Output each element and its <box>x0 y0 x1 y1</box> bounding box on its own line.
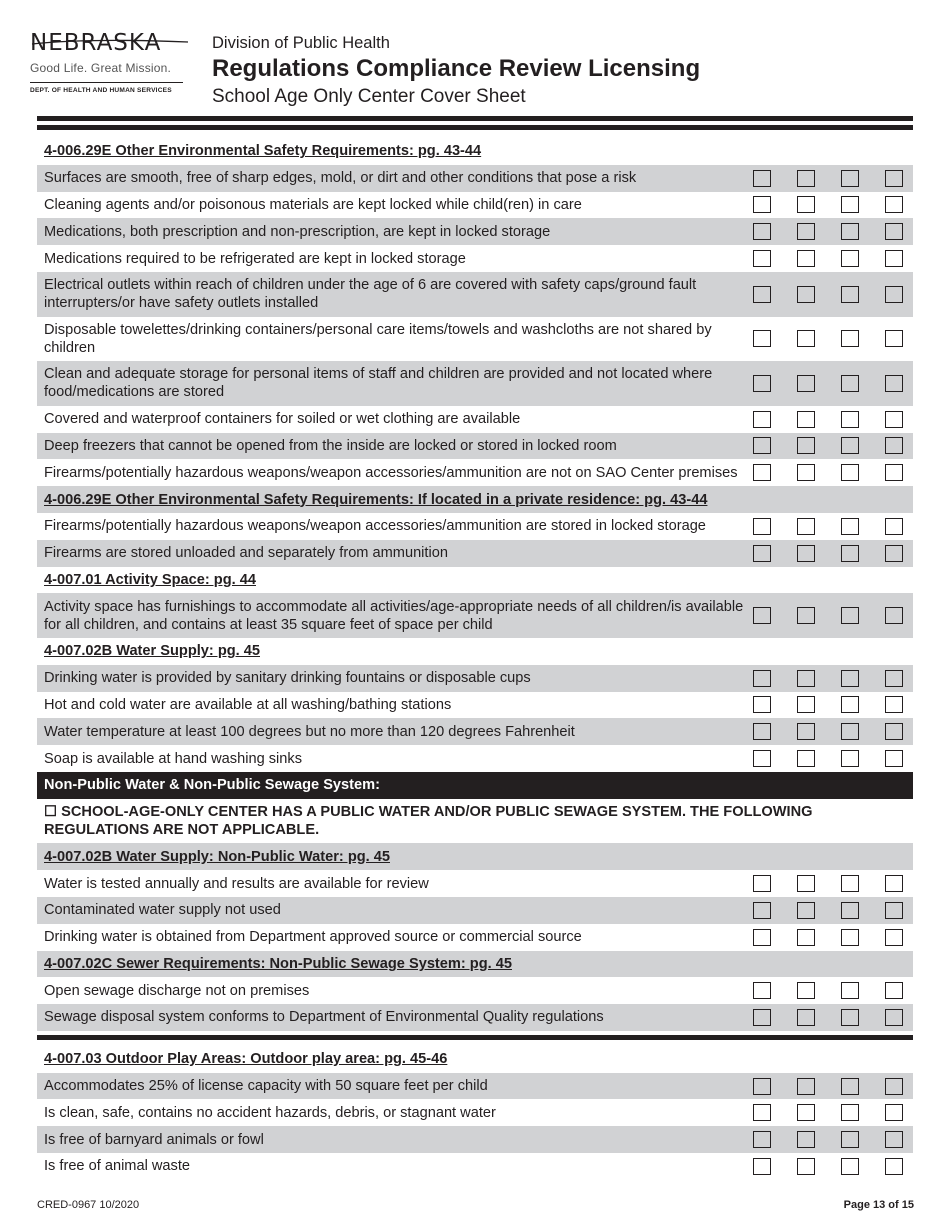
compliance-checkbox-4[interactable] <box>885 170 903 187</box>
row-text: Medications, both prescription and non-prescription, are kept in locked storage <box>44 223 551 240</box>
row-text: Non-Public Water & Non-Public Sewage System: <box>44 777 380 794</box>
compliance-checkbox-2[interactable] <box>797 518 815 535</box>
requirement-row <box>37 165 913 192</box>
compliance-checkbox-4[interactable] <box>885 902 903 919</box>
compliance-checkbox-2[interactable] <box>797 902 815 919</box>
requirement-row <box>37 1099 913 1126</box>
section-header-row <box>37 138 913 165</box>
row-text: Water temperature at least 100 degrees but no more than 120 degrees Fahrenheit <box>44 723 575 740</box>
requirement-row <box>37 459 913 486</box>
requirement-row <box>37 665 913 692</box>
rating-checkboxes <box>753 459 903 486</box>
header-rule-bottom <box>37 125 913 130</box>
compliance-checkbox-1[interactable] <box>753 411 771 428</box>
page-header <box>0 0 950 120</box>
compliance-checkbox-1[interactable] <box>753 1078 771 1095</box>
compliance-checkbox-3[interactable] <box>841 1104 859 1121</box>
section-divider <box>37 1035 913 1040</box>
compliance-checkbox-3[interactable] <box>841 196 859 213</box>
rating-checkboxes <box>753 692 903 719</box>
compliance-checkbox-1[interactable] <box>753 1131 771 1148</box>
rating-checkboxes <box>753 361 903 406</box>
compliance-checkbox-1[interactable] <box>753 982 771 999</box>
requirement-row <box>37 218 913 245</box>
compliance-checkbox-3[interactable] <box>841 1131 859 1148</box>
compliance-checkbox-1[interactable] <box>753 545 771 562</box>
requirement-row <box>37 924 913 951</box>
compliance-checkbox-2[interactable] <box>797 750 815 767</box>
compliance-checkbox-4[interactable] <box>885 875 903 892</box>
requirement-row <box>37 718 913 745</box>
compliance-checkbox-4[interactable] <box>885 375 903 392</box>
compliance-checkbox-4[interactable] <box>885 750 903 767</box>
compliance-checkbox-3[interactable] <box>841 929 859 946</box>
logo-department: DEPT. OF HEALTH AND HUMAN SERVICES <box>30 87 172 94</box>
compliance-checkbox-2[interactable] <box>797 670 815 687</box>
compliance-checkbox-2[interactable] <box>797 1158 815 1175</box>
requirement-row <box>37 1153 913 1180</box>
rating-checkboxes <box>753 593 903 638</box>
compliance-checkbox-4[interactable] <box>885 1158 903 1175</box>
compliance-checkbox-3[interactable] <box>841 330 859 347</box>
row-text: 4-006.29E Other Environmental Safety Requirements: If located in a private residence: pg. 43-44 <box>44 491 708 508</box>
requirement-row <box>37 1004 913 1031</box>
page-subtitle: School Age Only Center Cover Sheet <box>212 86 526 107</box>
compliance-checkbox-3[interactable] <box>841 723 859 740</box>
compliance-checkbox-4[interactable] <box>885 464 903 481</box>
compliance-checkbox-1[interactable] <box>753 1009 771 1026</box>
compliance-checkbox-4[interactable] <box>885 196 903 213</box>
row-text: Is free of barnyard animals or fowl <box>44 1131 264 1148</box>
compliance-checkbox-1[interactable] <box>753 286 771 303</box>
row-text: 4-007.02B Water Supply: Non-Public Water: pg. 45 <box>44 848 390 865</box>
compliance-checkbox-3[interactable] <box>841 670 859 687</box>
requirement-row <box>37 192 913 219</box>
category-banner <box>37 772 913 799</box>
compliance-checkbox-4[interactable] <box>885 696 903 713</box>
rating-checkboxes <box>753 272 903 317</box>
compliance-checkbox-2[interactable] <box>797 464 815 481</box>
compliance-checkbox-3[interactable] <box>841 696 859 713</box>
compliance-checkbox-3[interactable] <box>841 1078 859 1095</box>
compliance-checkbox-2[interactable] <box>797 170 815 187</box>
compliance-checkbox-3[interactable] <box>841 437 859 454</box>
compliance-checkbox-2[interactable] <box>797 286 815 303</box>
division-label: Division of Public Health <box>212 34 390 52</box>
row-text: Cleaning agents and/or poisonous materials are kept locked while child(ren) in care <box>44 196 582 213</box>
requirement-row <box>37 870 913 897</box>
compliance-checkbox-1[interactable] <box>753 375 771 392</box>
row-text: Drinking water is provided by sanitary drinking fountains or disposable cups <box>44 670 531 687</box>
compliance-checkbox-3[interactable] <box>841 902 859 919</box>
compliance-checkbox-2[interactable] <box>797 437 815 454</box>
rating-checkboxes <box>753 406 903 433</box>
requirement-row <box>37 433 913 460</box>
compliance-checkbox-3[interactable] <box>841 545 859 562</box>
compliance-checkbox-2[interactable] <box>797 607 815 624</box>
compliance-checkbox-2[interactable] <box>797 1078 815 1095</box>
compliance-checkbox-1[interactable] <box>753 437 771 454</box>
row-text: Soap is available at hand washing sinks <box>44 750 302 767</box>
section-header-row <box>37 567 913 594</box>
logo-wordmark: NEBRASKA <box>30 30 162 56</box>
compliance-table <box>37 138 913 1180</box>
compliance-checkbox-2[interactable] <box>797 1131 815 1148</box>
compliance-checkbox-4[interactable] <box>885 250 903 267</box>
row-text: Electrical outlets within reach of children under the age of 6 are covered with safety caps/ground fault interrupters/or have safety outlets installed <box>44 277 697 312</box>
row-text: ☐ SCHOOL-AGE-ONLY CENTER HAS A PUBLIC WATER AND/OR PUBLIC SEWAGE SYSTEM. THE FOLLOWING REGULATIONS ARE NOT APPLICABLE. <box>44 804 813 839</box>
compliance-checkbox-1[interactable] <box>753 902 771 919</box>
compliance-checkbox-4[interactable] <box>885 1131 903 1148</box>
compliance-checkbox-3[interactable] <box>841 982 859 999</box>
compliance-checkbox-4[interactable] <box>885 1078 903 1095</box>
compliance-checkbox-2[interactable] <box>797 545 815 562</box>
compliance-checkbox-2[interactable] <box>797 875 815 892</box>
compliance-checkbox-1[interactable] <box>753 607 771 624</box>
compliance-checkbox-4[interactable] <box>885 723 903 740</box>
compliance-checkbox-4[interactable] <box>885 223 903 240</box>
requirement-row <box>37 593 913 638</box>
rating-checkboxes <box>753 192 903 219</box>
requirement-row <box>37 692 913 719</box>
compliance-checkbox-1[interactable] <box>753 670 771 687</box>
compliance-checkbox-3[interactable] <box>841 250 859 267</box>
row-text: Deep freezers that cannot be opened from the inside are locked or stored in locked room <box>44 437 617 454</box>
logo-divider <box>30 82 183 83</box>
compliance-checkbox-4[interactable] <box>885 545 903 562</box>
row-text: Open sewage discharge not on premises <box>44 982 310 999</box>
requirement-row <box>37 245 913 272</box>
section-header-row <box>37 1046 913 1073</box>
rating-checkboxes <box>753 1073 903 1100</box>
requirement-row <box>37 272 913 317</box>
compliance-checkbox-2[interactable] <box>797 723 815 740</box>
compliance-checkbox-4[interactable] <box>885 607 903 624</box>
compliance-checkbox-1[interactable] <box>753 518 771 535</box>
compliance-checkbox-2[interactable] <box>797 982 815 999</box>
rating-checkboxes <box>753 718 903 745</box>
row-text: Firearms/potentially hazardous weapons/weapon accessories/ammunition are not on SAO Center premises <box>44 464 738 481</box>
compliance-checkbox-2[interactable] <box>797 411 815 428</box>
rating-checkboxes <box>753 977 903 1004</box>
compliance-checkbox-1[interactable] <box>753 464 771 481</box>
compliance-checkbox-3[interactable] <box>841 375 859 392</box>
row-text: Water is tested annually and results are available for review <box>44 875 429 892</box>
page-title: Regulations Compliance Review Licensing <box>212 55 701 82</box>
rating-checkboxes <box>753 1153 903 1180</box>
row-text: Drinking water is obtained from Department approved source or commercial source <box>44 929 582 946</box>
compliance-checkbox-4[interactable] <box>885 518 903 535</box>
compliance-checkbox-1[interactable] <box>753 723 771 740</box>
compliance-checkbox-4[interactable] <box>885 286 903 303</box>
rating-checkboxes <box>753 540 903 567</box>
requirement-row <box>37 745 913 772</box>
compliance-checkbox-4[interactable] <box>885 929 903 946</box>
compliance-checkbox-1[interactable] <box>753 875 771 892</box>
compliance-checkbox-2[interactable] <box>797 375 815 392</box>
row-text: Activity space has furnishings to accommodate all activities/age-appropriate needs of all children/is available for all children, and contains at least 35 square feet of space per child <box>44 598 744 633</box>
compliance-checkbox-1[interactable] <box>753 750 771 767</box>
compliance-checkbox-4[interactable] <box>885 1009 903 1026</box>
compliance-checkbox-1[interactable] <box>753 696 771 713</box>
row-text: Clean and adequate storage for personal items of staff and children are provided and not located where food/medications are stored <box>44 366 713 401</box>
row-text: Contaminated water supply not used <box>44 902 281 919</box>
compliance-checkbox-3[interactable] <box>841 750 859 767</box>
compliance-checkbox-2[interactable] <box>797 1009 815 1026</box>
row-text: Hot and cold water are available at all washing/bathing stations <box>44 696 452 713</box>
compliance-checkbox-1[interactable] <box>753 330 771 347</box>
compliance-checkbox-2[interactable] <box>797 223 815 240</box>
compliance-checkbox-3[interactable] <box>841 170 859 187</box>
rating-checkboxes <box>753 1099 903 1126</box>
compliance-checkbox-1[interactable] <box>753 929 771 946</box>
compliance-checkbox-1[interactable] <box>753 1158 771 1175</box>
row-text: Covered and waterproof containers for soiled or wet clothing are available <box>44 411 521 428</box>
rating-checkboxes <box>753 433 903 460</box>
requirement-row <box>37 1126 913 1153</box>
row-text: 4-007.01 Activity Space: pg. 44 <box>44 571 256 588</box>
compliance-checkbox-3[interactable] <box>841 411 859 428</box>
compliance-checkbox-4[interactable] <box>885 437 903 454</box>
section-header-row <box>37 843 913 870</box>
requirement-row <box>37 540 913 567</box>
compliance-checkbox-1[interactable] <box>753 1104 771 1121</box>
compliance-checkbox-3[interactable] <box>841 1158 859 1175</box>
compliance-checkbox-4[interactable] <box>885 670 903 687</box>
row-text: Firearms/potentially hazardous weapons/weapon accessories/ammunition are stored in locked storage <box>44 518 706 535</box>
compliance-checkbox-3[interactable] <box>841 518 859 535</box>
row-text: 4-007.02B Water Supply: pg. 45 <box>44 643 260 660</box>
requirement-row <box>37 1073 913 1100</box>
row-text: Accommodates 25% of license capacity with 50 square feet per child <box>44 1078 488 1095</box>
compliance-checkbox-1[interactable] <box>753 223 771 240</box>
compliance-checkbox-3[interactable] <box>841 286 859 303</box>
compliance-checkbox-2[interactable] <box>797 196 815 213</box>
compliance-checkbox-4[interactable] <box>885 411 903 428</box>
rating-checkboxes <box>753 245 903 272</box>
rating-checkboxes <box>753 924 903 951</box>
section-header-row <box>37 638 913 665</box>
compliance-checkbox-2[interactable] <box>797 330 815 347</box>
compliance-checkbox-1[interactable] <box>753 250 771 267</box>
compliance-checkbox-4[interactable] <box>885 1104 903 1121</box>
rating-checkboxes <box>753 1004 903 1031</box>
requirement-row <box>37 897 913 924</box>
compliance-checkbox-3[interactable] <box>841 464 859 481</box>
title-block <box>212 34 700 108</box>
rating-checkboxes <box>753 745 903 772</box>
compliance-checkbox-3[interactable] <box>841 223 859 240</box>
compliance-checkbox-2[interactable] <box>797 1104 815 1121</box>
compliance-checkbox-2[interactable] <box>797 250 815 267</box>
row-text: Is clean, safe, contains no accident hazards, debris, or stagnant water <box>44 1104 496 1121</box>
compliance-checkbox-2[interactable] <box>797 929 815 946</box>
rating-checkboxes <box>753 1126 903 1153</box>
row-text: Surfaces are smooth, free of sharp edges, mold, or dirt and other conditions that pose a risk <box>44 170 637 187</box>
requirement-row <box>37 406 913 433</box>
not-applicable-notice <box>37 799 913 844</box>
requirement-row <box>37 317 913 362</box>
compliance-checkbox-4[interactable] <box>885 330 903 347</box>
row-text: 4-007.02C Sewer Requirements: Non-Public Sewage System: pg. 45 <box>44 955 512 972</box>
compliance-checkbox-1[interactable] <box>753 170 771 187</box>
rating-checkboxes <box>753 513 903 540</box>
section-header-row <box>37 951 913 978</box>
compliance-checkbox-2[interactable] <box>797 696 815 713</box>
nebraska-dhhs-logo <box>30 30 190 94</box>
row-text: 4-006.29E Other Environmental Safety Requirements: pg. 43-44 <box>44 143 482 160</box>
logo-tagline: Good Life. Great Mission. <box>30 61 172 75</box>
row-text: Medications required to be refrigerated are kept in locked storage <box>44 250 466 267</box>
requirement-row <box>37 513 913 540</box>
row-text: Firearms are stored unloaded and separately from ammunition <box>44 545 448 562</box>
rating-checkboxes <box>753 218 903 245</box>
compliance-checkbox-3[interactable] <box>841 875 859 892</box>
row-text: Sewage disposal system conforms to Department of Environmental Quality regulations <box>44 1009 604 1026</box>
row-text: Disposable towelettes/drinking containers/personal care items/towels and washcloths are not shared by children <box>44 321 712 356</box>
compliance-checkbox-3[interactable] <box>841 1009 859 1026</box>
compliance-checkbox-4[interactable] <box>885 982 903 999</box>
rating-checkboxes <box>753 665 903 692</box>
rating-checkboxes <box>753 870 903 897</box>
section-header-row <box>37 486 913 513</box>
requirement-row <box>37 361 913 406</box>
requirement-row <box>37 977 913 1004</box>
compliance-checkbox-3[interactable] <box>841 607 859 624</box>
compliance-checkbox-1[interactable] <box>753 196 771 213</box>
logo-swoosh-icon <box>30 30 190 60</box>
rating-checkboxes <box>753 165 903 192</box>
row-text: Is free of animal waste <box>44 1158 191 1175</box>
header-rule-top <box>37 116 913 121</box>
form-id: CRED-0967 10/2020 <box>37 1199 140 1211</box>
page-number: Page 13 of 15 <box>843 1199 914 1211</box>
row-text: 4-007.03 Outdoor Play Areas: Outdoor play area: pg. 45-46 <box>44 1051 448 1068</box>
rating-checkboxes <box>753 897 903 924</box>
rating-checkboxes <box>753 317 903 362</box>
